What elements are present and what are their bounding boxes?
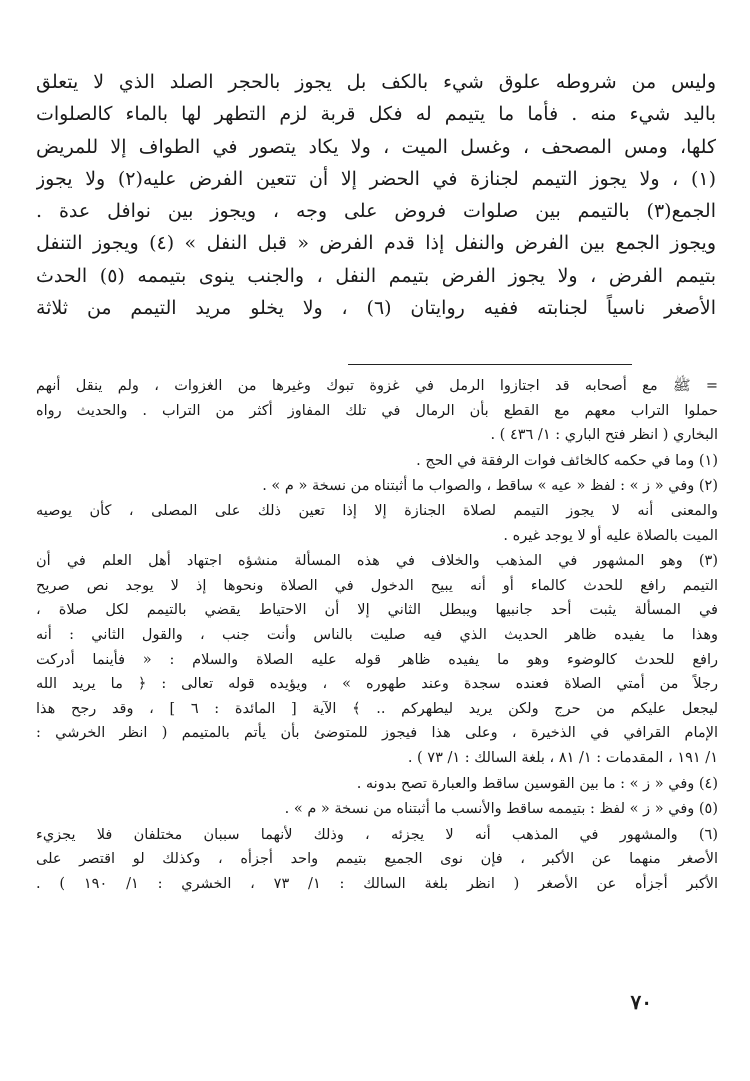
footnote-line: (٣) وهو المشهور في المذهب والخلاف في هذه المسألة منشؤه اجتهاد أهل العلم في أن xyxy=(36,553,718,570)
main-text-block xyxy=(36,66,716,324)
footnote-line: والمعنى أنه لا يجوز التيمم لصلاة الجنازة إلا إذا تعين ذلك على المصلى ، كأن يوصيه xyxy=(36,502,718,519)
main-text-line: بتيمم الفرض ، ولا يجوز الفرض بتيمم النفل ، والجنب ينوى بتيممه (٥) الحدث xyxy=(36,264,716,287)
footnotes-block xyxy=(36,374,718,896)
footnote-line: التيمم رافع للحدث كالماء أو أنه يبيح الدخول في الصلاة ونحوها إذ لا يوجد نص صريح xyxy=(36,577,718,594)
footnote-line: (١) وما في حكمه كالخائف فوات الرفقة في الحج . xyxy=(416,452,718,469)
main-text-line: باليد شيء منه . فأما ما يتيمم له فكل قربة لزم التطهر لها بالماء كالصلوات xyxy=(36,103,716,126)
footnote-line: (٤) وفي « ز » : ما بين القوسين ساقط والعبارة تصح بدونه . xyxy=(356,775,718,792)
main-text-line: ويجوز الجمع بين الفرض والنفل إذا قدم الفرض « قبل النفل » (٤) ويجوز التنفل xyxy=(36,232,716,255)
main-text-line: الأصغر ناسياً لجنابته ففيه روايتان (٦) ، ولا يخلو مريد التيمم من ثلاثة xyxy=(36,297,716,320)
footnote-line: ليجعل عليكم من حرج ولكن يريد ليطهركم .. ﴾ الآية [ المائدة : ٦ ] ، وقد رجح هذا xyxy=(36,700,718,717)
footnote-line: الإمام القرافي في الذخيرة ، وعلى هذا فيجوز للمتوضئ بأن يأتم بالمتيمم ( انظر الخرشي : xyxy=(36,725,718,742)
main-text-line: كلها، ومس المصحف ، وغسل الميت ، ولا يكاد يتصور في الطواف إلا للمريض xyxy=(36,135,716,158)
footnote-line: رجلاً من أمتي الصلاة فعنده سجدة وعند طهوره » ، ويؤيده قوله تعالى : ﴿ ما يريد الله xyxy=(36,676,718,693)
footnote-line: (٢) وفي « ز » : لفظ « عيه » ساقط ، والصواب ما أثبتناه من نسخة « م » . xyxy=(262,478,718,495)
main-text-line: وليس من شروطه علوق شيء بالكف بل يجوز بالحجر الصلد الذي لا يتعلق xyxy=(36,71,716,93)
footnote-separator xyxy=(348,364,632,365)
footnote-line: ١/ ١٩١ ، المقدمات : ١/ ٨١ ، بلغة السالك : ١/ ٧٣ ) . xyxy=(407,749,718,766)
footnote-line: البخاري ( انظر فتح الباري : ١/ ٤٣٦ ) . xyxy=(490,427,718,444)
footnote-line: (٦) والمشهور في المذهب أنه لا يجزئه ، وذلك لأنهما سببان مختلفان فلا يجزيء xyxy=(36,826,718,843)
main-text-line: الجمع(٣) بالتيمم بين صلوات فروض على وجه ، ويجوز بين نوافل عدة . xyxy=(36,200,716,223)
footnote-line: وهذا ما يفيده ظاهر الحديث الذي فيه صليت بالناس وأنت جنب ، والقول الثاني : أنه xyxy=(36,626,718,643)
page-number: ٧٠ xyxy=(630,990,652,1014)
footnote-line: الميت بالصلاة عليه أو لا يوجد غيره . xyxy=(503,527,718,544)
footnote-line: حملوا التراب معهم مع القطع بأن الرمال في تلك المفاوز أكثر من التراب . والحديث رواه xyxy=(36,402,718,419)
footnote-line: الأصغر منهما عن الأكبر ، فإن نوى الجميع بتيمم واحد أجزأه ، وكذلك لو اقتصر على xyxy=(36,851,718,868)
footnote-line: رافع للحدث كالوضوء وهو ما يفيده ظاهر قوله عليه الصلاة والسلام : « فأينما أدركت xyxy=(36,651,718,668)
footnote-line: في المسألة يثبت أحد جانبيها ويبطل الثاني إلا أن الاحتياط يقضي بالتيمم لكل صلاة ، xyxy=(36,602,718,619)
footnote-line: = ﷺ مع أصحابه قد اجتازوا الرمل في غزوة تبوك وغيرها من الغزوات ، ولم ينقل أنهم xyxy=(36,378,718,394)
main-text-line: (١) ، ولا يجوز التيمم لجنازة في الحضر إلا أن تتعين الفرض عليه(٢) ولا يجوز xyxy=(36,167,716,190)
footnote-line: (٥) وفي « ز » لفظ : بتيممه ساقط والأنسب ما أثبتناه من نسخة « م » . xyxy=(284,801,718,818)
footnote-line: الأكبر أجزأه عن الأصغر ( انظر بلغة السالك : ١/ ٧٣ ، الخشري : ١/ ١٩٠ ) . xyxy=(36,875,718,892)
